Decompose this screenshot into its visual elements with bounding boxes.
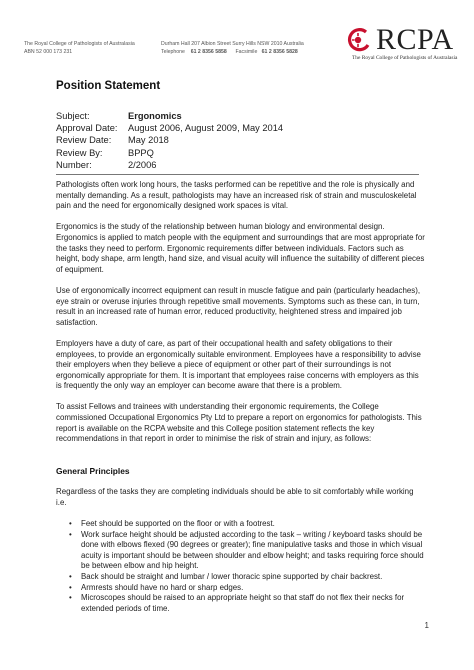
meta-row-review-date <box>56 134 283 146</box>
bullet-icon: • <box>69 582 72 592</box>
header-left-block <box>24 41 135 56</box>
meta-row-number <box>56 159 283 171</box>
list-item: • Feet should be supported on the floor or with a footrest. <box>69 519 275 528</box>
meta-key: Review Date: <box>56 135 112 146</box>
telephone-number: 61 2 8356 5858 <box>190 48 227 55</box>
meta-value: Ergonomics <box>128 111 182 121</box>
meta-key: Number: <box>56 159 92 170</box>
rcpa-logo <box>344 24 462 64</box>
paragraph: Ergonomics is the study of the relationship between human biology and environmental design. Ergonomics is applied to match people with the equipment and surroundings that are most appropriate for the tasks they need to perform. Ergonomic requirements differ between individuals. Factors such as height, body shape, arm length, hand size, and visual acuity will influence the suitability of different pieces of equipment. <box>56 222 425 274</box>
principles-intro: Regardless of the tasks they are completing individuals should be able to sit comfortably while working i.e. <box>56 487 414 507</box>
paragraph: Employers have a duty of care, as part of their occupational health and safety obligations to their employees, to provide an ergonomically suitable environment. Employees have a responsibility to advise their employers when they believe a piece of equipment or other part of their surroundings is not ergonomically appropriate for them. It is important that employees raise concerns with employers as this is frequently the only way an employer can become aware that there is a problem. <box>56 338 421 391</box>
meta-key: Review By: <box>56 147 103 158</box>
telephone-label: Telephone <box>161 48 185 55</box>
principles-list <box>56 519 426 614</box>
abn-number: ABN 52 000 173 231 <box>24 48 73 55</box>
metadata-table <box>56 110 283 171</box>
bullet-icon: • <box>69 571 72 581</box>
fax-label: Facsimile <box>235 48 258 55</box>
meta-row-review-by <box>56 147 283 159</box>
divider <box>56 174 419 175</box>
meta-row-subject <box>56 110 283 122</box>
paragraph: Pathologists often work long hours, the tasks performed can be repetitive and the role is physically and mentally demanding. As a result, pathologists may have an increased risk of strain and musculoskeletal pain and the need for ergonomically designed work spaces is vital. <box>56 180 417 211</box>
meta-row-approval-date <box>56 122 283 134</box>
bullet-icon: • <box>69 593 72 603</box>
page-title: Position Statement <box>56 80 161 92</box>
rcpa-crest-icon <box>344 28 374 52</box>
meta-key: Approval Date: <box>56 123 118 134</box>
meta-value: May 2018 <box>128 135 169 146</box>
paragraph: To assist Fellows and trainees with understanding their ergonomic requirements, the College commissioned Occupational Ergonomics Pty Ltd to prepare a report on ergonomics for pathologists. This report is available on the RCPA website and this College position statement reflects the key recommendations in that report in order to minimise the risk of strain and injury, as follows: <box>56 402 422 444</box>
bullet-icon: • <box>69 519 72 528</box>
section-heading: General Principles <box>56 466 130 477</box>
college-name: The Royal College of Pathologists of Australasia <box>24 41 135 47</box>
document-body <box>56 180 426 614</box>
logo-subtitle: The Royal College of Pathologists of Australasia <box>352 55 458 61</box>
meta-value: 2/2006 <box>128 159 157 170</box>
meta-key: Subject: <box>56 111 90 121</box>
meta-value: August 2006, August 2009, May 2014 <box>128 123 284 134</box>
list-item: • Work surface height should be adjusted according to the task – writing / keyboard tasks should be done with elbows flexed (90 degrees or greater); fine manipulative tasks and those in which visual acuity is important should be between shoulder and elbow height; and tasks requiring force should be between elbow and hip height. <box>69 529 424 571</box>
address-line: Durham Hall 207 Albion Street Surry Hills NSW 2010 Australia <box>161 41 304 47</box>
page-number: 1 <box>424 621 429 630</box>
list-item: • Microscopes should be raised to an appropriate height so that staff do not flex their necks for extended periods of time. <box>69 593 405 613</box>
paragraph: Use of ergonomically incorrect equipment can result in muscle fatigue and pain (particularly headaches), eye strain or overuse injuries through repetitive small movements. Symptoms such as these can, in turn, result in an increased rate of human error, reduced productivity, heightened stress and impaired job satisfaction. <box>56 285 421 327</box>
contact-line <box>161 49 304 57</box>
list-item: • Back should be straight and lumbar / lower thoracic spine supported by chair backrest. <box>69 571 383 581</box>
list-item: • Armrests should have no hard or sharp edges. <box>69 582 244 592</box>
header-address-block <box>161 41 304 56</box>
fax-number: 61 2 8356 5828 <box>261 48 298 55</box>
bullet-icon: • <box>69 529 72 539</box>
meta-value: BPPQ <box>128 147 154 158</box>
logo-wordmark: RCPA <box>376 23 454 56</box>
